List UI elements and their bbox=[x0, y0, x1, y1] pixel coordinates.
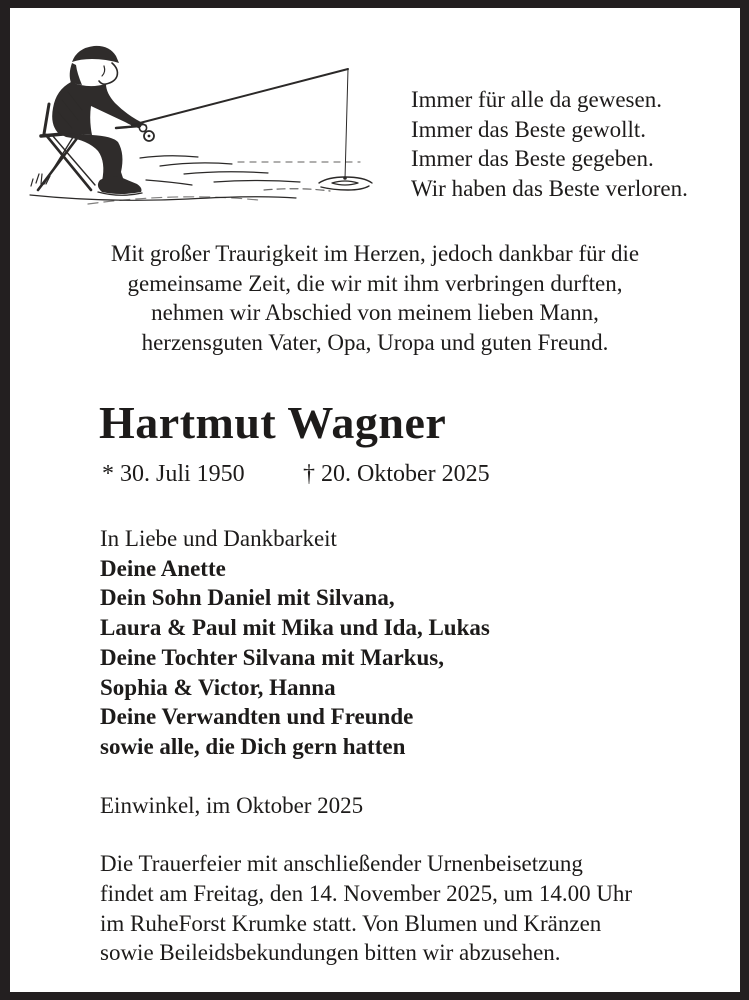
funeral-line: sowie Beileidsbekundungen bitten wir abzusehen. bbox=[100, 940, 561, 966]
intro-paragraph bbox=[60, 239, 690, 357]
mourner-line: Deine Tochter Silvana mit Markus, bbox=[100, 644, 444, 670]
epigraph-line: Immer für alle da gewesen. bbox=[411, 87, 662, 112]
fishing-rod-icon bbox=[116, 69, 348, 141]
epigraph bbox=[411, 85, 688, 203]
epigraph-line: Immer das Beste gegeben. bbox=[411, 146, 654, 171]
mourner-line: Dein Sohn Daniel mit Silvana, bbox=[100, 585, 395, 611]
epigraph-line: Immer das Beste gewollt. bbox=[411, 116, 647, 142]
shore-ground bbox=[30, 156, 360, 204]
funeral-info bbox=[100, 849, 632, 968]
death-date: † 20. Oktober 2025 bbox=[303, 461, 490, 487]
funeral-line: im RuheForst Krumke statt. Von Blumen und Kränzen bbox=[100, 910, 602, 936]
deceased-name: Hartmut Wagner bbox=[99, 397, 447, 448]
fisherman-illustration bbox=[28, 32, 390, 218]
water-ripples-icon bbox=[319, 176, 372, 190]
mourner-line: Sophia & Victor, Hanna bbox=[100, 674, 336, 700]
intro-line: Mit großer Traurigkeit im Herzen, jedoch dankbar für die bbox=[110, 241, 640, 266]
birth-date: * 30. Juli 1950 bbox=[102, 461, 245, 487]
intro-line: nehmen wir Abschied von meinem lieben Mann, bbox=[151, 300, 599, 326]
funeral-line: findet am Freitag, den 14. November 2025, um 14.00 Uhr bbox=[100, 880, 633, 906]
fisherman-figure bbox=[52, 46, 147, 195]
life-dates bbox=[102, 461, 562, 495]
intro-line: herzensguten Vater, Opa, Uropa und guten Freund. bbox=[141, 329, 609, 355]
mourning-intro: In Liebe und Dankbarkeit bbox=[100, 526, 337, 551]
epigraph-line: Wir haben das Beste verloren. bbox=[411, 175, 688, 201]
place-date: Einwinkel, im Oktober 2025 bbox=[100, 793, 364, 818]
mourner-line: sowie alle, die Dich gern hatten bbox=[100, 733, 406, 759]
funeral-line: Die Trauerfeier mit anschließender Urnenbeisetzung bbox=[100, 851, 583, 876]
mourner-line: Laura & Paul mit Mika und Ida, Lukas bbox=[100, 615, 490, 641]
intro-line: gemeinsame Zeit, die wir mit ihm verbringen durften, bbox=[127, 270, 623, 296]
mourning-block bbox=[100, 524, 490, 762]
mourner-line: Deine Anette bbox=[100, 555, 226, 581]
mourner-line: Deine Verwandten und Freunde bbox=[100, 704, 414, 730]
